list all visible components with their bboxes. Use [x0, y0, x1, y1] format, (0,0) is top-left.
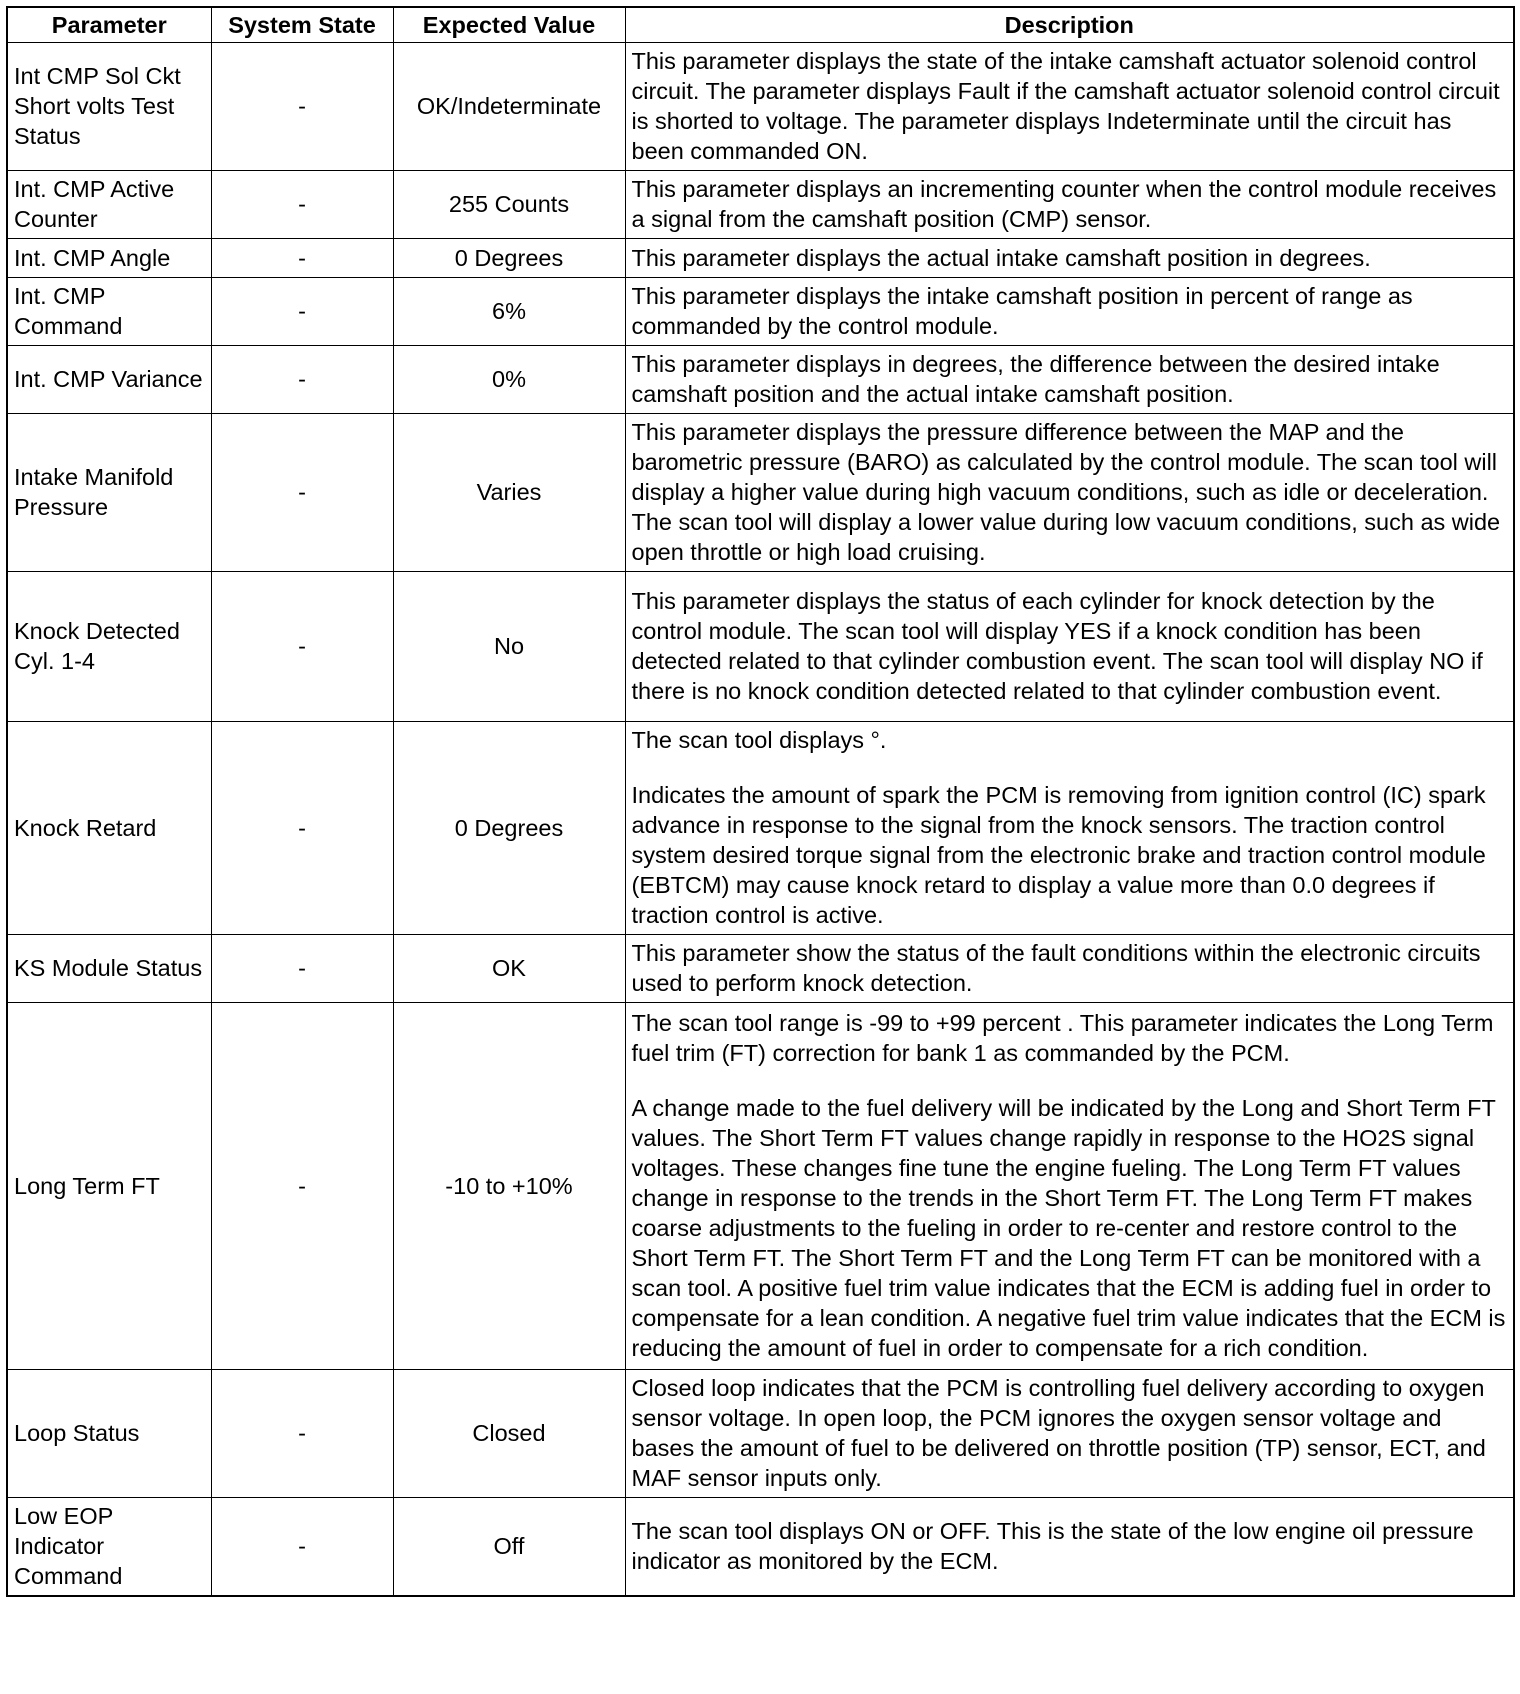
- parameter-cell: Int. CMP Active Counter: [7, 171, 211, 239]
- scan-tool-data-table: [6, 6, 1515, 1597]
- header-description: Description: [625, 7, 1514, 43]
- table-row: [7, 935, 1514, 1003]
- description-paragraph: This parameter displays the state of the intake camshaft actuator solenoid control circuit. The parameter displays Fault if the camshaft actuator solenoid control circuit is shorted to voltage. The parameter displays Indeterminate until the circuit has been commanded ON.: [631, 48, 1500, 164]
- table-row: [7, 171, 1514, 239]
- header-expected-value: Expected Value: [393, 7, 625, 43]
- description-paragraph: This parameter displays the actual intake camshaft position in degrees.: [631, 244, 1371, 271]
- description-paragraph: Indicates the amount of spark the PCM is removing from ignition control (IC) spark advance in response to the signal from the knock sensors. The traction control system desired torque signal from the electronic brake and traction control module (EBTCM) may cause knock retard to display a value more than 0.0 degrees if traction control is active.: [631, 782, 1486, 928]
- parameter-cell: Low EOP Indicator Command: [7, 1498, 211, 1597]
- description-cell: [625, 722, 1514, 935]
- description-paragraph: This parameter displays the status of each cylinder for knock detection by the control module. The scan tool will display YES if a knock condition has been detected related to that cylinder combustion event. The scan tool will display NO if there is no knock condition detected related to that cylinder combustion event.: [631, 588, 1483, 704]
- system-state-cell: -: [211, 1370, 393, 1498]
- system-state-cell: -: [211, 171, 393, 239]
- description-cell: [625, 1370, 1514, 1498]
- expected-value-cell: No: [393, 572, 625, 722]
- system-state-cell: -: [211, 1003, 393, 1370]
- table-row: [7, 572, 1514, 722]
- description-paragraph: This parameter show the status of the fault conditions within the electronic circuits used to perform knock detection.: [631, 940, 1481, 996]
- description-paragraph: This parameter displays in degrees, the difference between the desired intake camshaft position and the actual intake camshaft position.: [631, 351, 1440, 407]
- expected-value-cell: Off: [393, 1498, 625, 1597]
- system-state-cell: -: [211, 572, 393, 722]
- expected-value-cell: -10 to +10%: [393, 1003, 625, 1370]
- parameter-cell: Knock Retard: [7, 722, 211, 935]
- description-cell: [625, 43, 1514, 171]
- table-row: [7, 278, 1514, 346]
- header-system-state: System State: [211, 7, 393, 43]
- expected-value-cell: 255 Counts: [393, 171, 625, 239]
- header-parameter: Parameter: [7, 7, 211, 43]
- parameter-cell: Intake Manifold Pressure: [7, 414, 211, 572]
- parameter-cell: Int CMP Sol Ckt Short volts Test Status: [7, 43, 211, 171]
- system-state-cell: -: [211, 239, 393, 278]
- parameter-cell: Loop Status: [7, 1370, 211, 1498]
- expected-value-cell: 0 Degrees: [393, 239, 625, 278]
- table-row: [7, 1370, 1514, 1498]
- description-paragraph: The scan tool displays ON or OFF. This is the state of the low engine oil pressure indicator as monitored by the ECM.: [631, 1518, 1474, 1574]
- description-paragraph: This parameter displays the intake camshaft position in percent of range as commanded by the control module.: [631, 283, 1413, 339]
- system-state-cell: -: [211, 722, 393, 935]
- description-paragraph: This parameter displays an incrementing counter when the control module receives a signal from the camshaft position (CMP) sensor.: [631, 176, 1497, 232]
- description-cell: [625, 1498, 1514, 1597]
- expected-value-cell: Closed: [393, 1370, 625, 1498]
- table-body: [7, 43, 1514, 1597]
- system-state-cell: -: [211, 43, 393, 171]
- table-row: [7, 1498, 1514, 1597]
- description-paragraph: Closed loop indicates that the PCM is controlling fuel delivery according to oxygen sensor voltage. In open loop, the PCM ignores the oxygen sensor voltage and bases the amount of fuel to be delivered on throttle position (TP) sensor, ECT, and MAF sensor inputs only.: [631, 1375, 1486, 1491]
- parameter-cell: KS Module Status: [7, 935, 211, 1003]
- description-paragraph: The scan tool displays °.: [631, 727, 887, 753]
- expected-value-cell: OK/Indeterminate: [393, 43, 625, 171]
- table-row: [7, 346, 1514, 414]
- parameter-cell: Int. CMP Angle: [7, 239, 211, 278]
- description-cell: [625, 414, 1514, 572]
- expected-value-cell: OK: [393, 935, 625, 1003]
- description-paragraph: This parameter displays the pressure difference between the MAP and the barometric pressure (BARO) as calculated by the control module. The scan tool will display a higher value during high vacuum conditions, such as idle or deceleration. The scan tool will display a lower value during low vacuum conditions, such as wide open throttle or high load cruising.: [631, 419, 1501, 565]
- expected-value-cell: 0%: [393, 346, 625, 414]
- system-state-cell: -: [211, 1498, 393, 1597]
- description-cell: [625, 935, 1514, 1003]
- description-cell: [625, 171, 1514, 239]
- parameter-cell: Int. CMP Variance: [7, 346, 211, 414]
- expected-value-cell: 0 Degrees: [393, 722, 625, 935]
- parameter-cell: Long Term FT: [7, 1003, 211, 1370]
- parameter-cell: Int. CMP Command: [7, 278, 211, 346]
- table-row: [7, 1003, 1514, 1370]
- header-row: [7, 7, 1514, 43]
- table-row: [7, 722, 1514, 935]
- description-cell: [625, 572, 1514, 722]
- parameter-cell: Knock Detected Cyl. 1-4: [7, 572, 211, 722]
- table-row: [7, 414, 1514, 572]
- system-state-cell: -: [211, 414, 393, 572]
- description-paragraph: The scan tool range is -99 to +99 percent . This parameter indicates the Long Term fuel trim (FT) correction for bank 1 as commanded by the PCM.: [631, 1010, 1494, 1066]
- system-state-cell: -: [211, 935, 393, 1003]
- expected-value-cell: Varies: [393, 414, 625, 572]
- description-paragraph: A change made to the fuel delivery will be indicated by the Long and Short Term FT values. The Short Term FT values change rapidly in response to the HO2S signal voltages. These changes fine tune the engine fueling. The Long Term FT values change in response to the trends in the Short Term FT. The Long Term FT makes coarse adjustments to the fueling in order to re-center and restore control to the Short Term FT. The Short Term FT and the Long Term FT can be monitored with a scan tool. A positive fuel trim value indicates that the ECM is adding fuel in order to compensate for a lean condition. A negative fuel trim value indicates that the ECM is reducing the amount of fuel in order to compensate for a rich condition.: [631, 1095, 1506, 1361]
- description-cell: [625, 346, 1514, 414]
- table-row: [7, 239, 1514, 278]
- description-cell: [625, 278, 1514, 346]
- description-cell: [625, 239, 1514, 278]
- table-row: [7, 43, 1514, 171]
- system-state-cell: -: [211, 278, 393, 346]
- description-cell: [625, 1003, 1514, 1370]
- system-state-cell: -: [211, 346, 393, 414]
- expected-value-cell: 6%: [393, 278, 625, 346]
